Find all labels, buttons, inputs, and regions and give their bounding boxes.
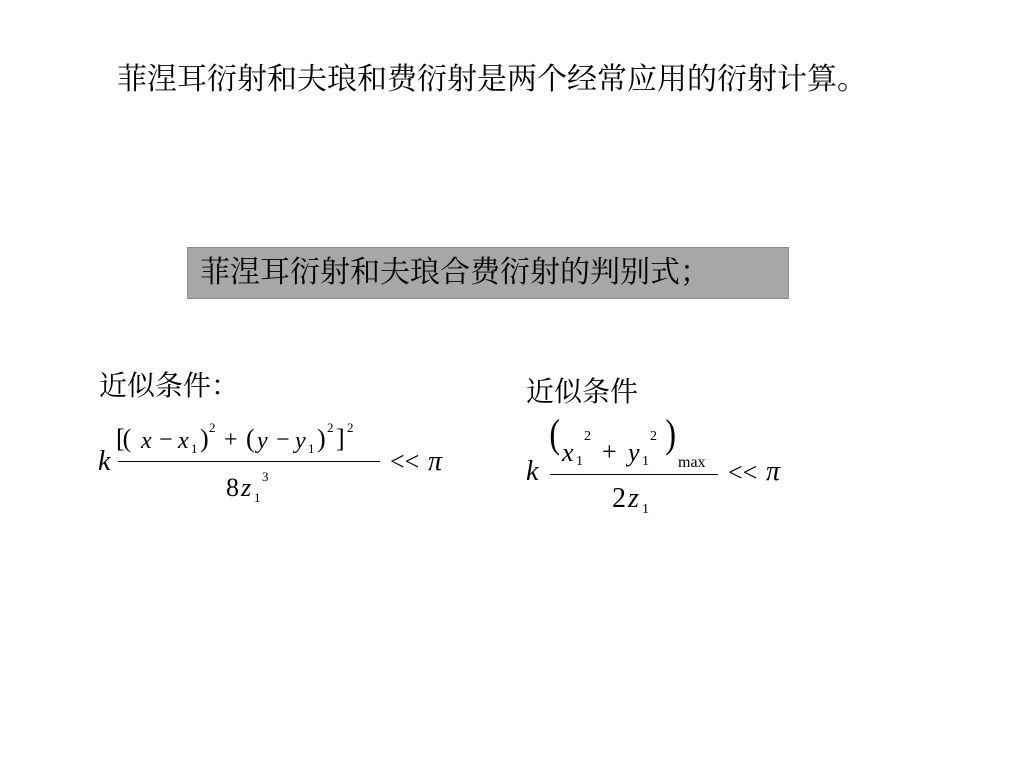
denominator-z-subscript: 1: [642, 502, 649, 517]
pi-symbol: π: [428, 446, 443, 477]
numerator-open-paren: (: [549, 411, 560, 456]
denominator-two: 2: [612, 483, 626, 514]
fresnel-condition-formula: [96, 412, 456, 512]
numerator-close-paren: ): [665, 411, 676, 456]
numerator-plus: +: [224, 427, 238, 453]
much-less-than: <<: [728, 458, 758, 487]
numerator-x1-subscript: 1: [191, 441, 198, 456]
criterion-heading-box: [187, 247, 789, 299]
numerator-close-paren-1: ): [200, 424, 209, 453]
numerator-square-3: 2: [347, 420, 354, 435]
left-condition-label: 近似条件：: [99, 369, 240, 402]
right-condition-label: 近似条件: [526, 375, 639, 408]
numerator-y: y: [628, 438, 640, 467]
numerator-open-bracket: [(: [116, 424, 130, 453]
numerator-close-paren-2: ): [317, 424, 326, 453]
numerator-y: y: [257, 428, 268, 454]
pi-symbol: π: [766, 456, 781, 487]
formula-k: k: [526, 456, 539, 487]
numerator-plus: +: [602, 437, 617, 466]
numerator-square-1: 2: [209, 420, 216, 435]
fraunhofer-condition-formula: [524, 412, 804, 522]
much-less-than: <<: [390, 447, 420, 476]
formula-k: k: [98, 446, 111, 477]
numerator-y-square: 2: [650, 429, 657, 444]
numerator-x-subscript: 1: [576, 454, 583, 469]
fraction-bar: [118, 461, 380, 462]
denominator-z-subscript: 1: [254, 490, 261, 505]
fraction-bar: [550, 474, 718, 475]
numerator-square-2: 2: [327, 420, 334, 435]
numerator-open-paren-2: (: [246, 424, 255, 453]
numerator-max-subscript: max: [678, 454, 706, 471]
numerator-x: x: [141, 428, 152, 454]
numerator-minus-1: −: [159, 427, 173, 453]
numerator-minus-2: −: [276, 427, 290, 453]
numerator-x-square: 2: [584, 429, 591, 444]
numerator-close-bracket: ]: [336, 424, 345, 453]
denominator-z: z: [628, 483, 639, 514]
denominator-eight: 8: [226, 473, 239, 502]
numerator-y1-subscript: 1: [308, 441, 315, 456]
numerator-y1: y: [295, 428, 306, 454]
numerator-x1: x: [178, 428, 189, 454]
denominator-cube: 3: [262, 469, 269, 484]
numerator-x: x: [562, 438, 574, 467]
denominator-z: z: [241, 473, 252, 502]
criterion-heading-text: 菲涅耳衍射和夫琅合费衍射的判别式；: [200, 255, 710, 290]
numerator-y-subscript: 1: [642, 454, 649, 469]
slide-headline: 菲涅耳衍射和夫琅和费衍射是两个经常应用的衍射计算。: [117, 62, 867, 97]
